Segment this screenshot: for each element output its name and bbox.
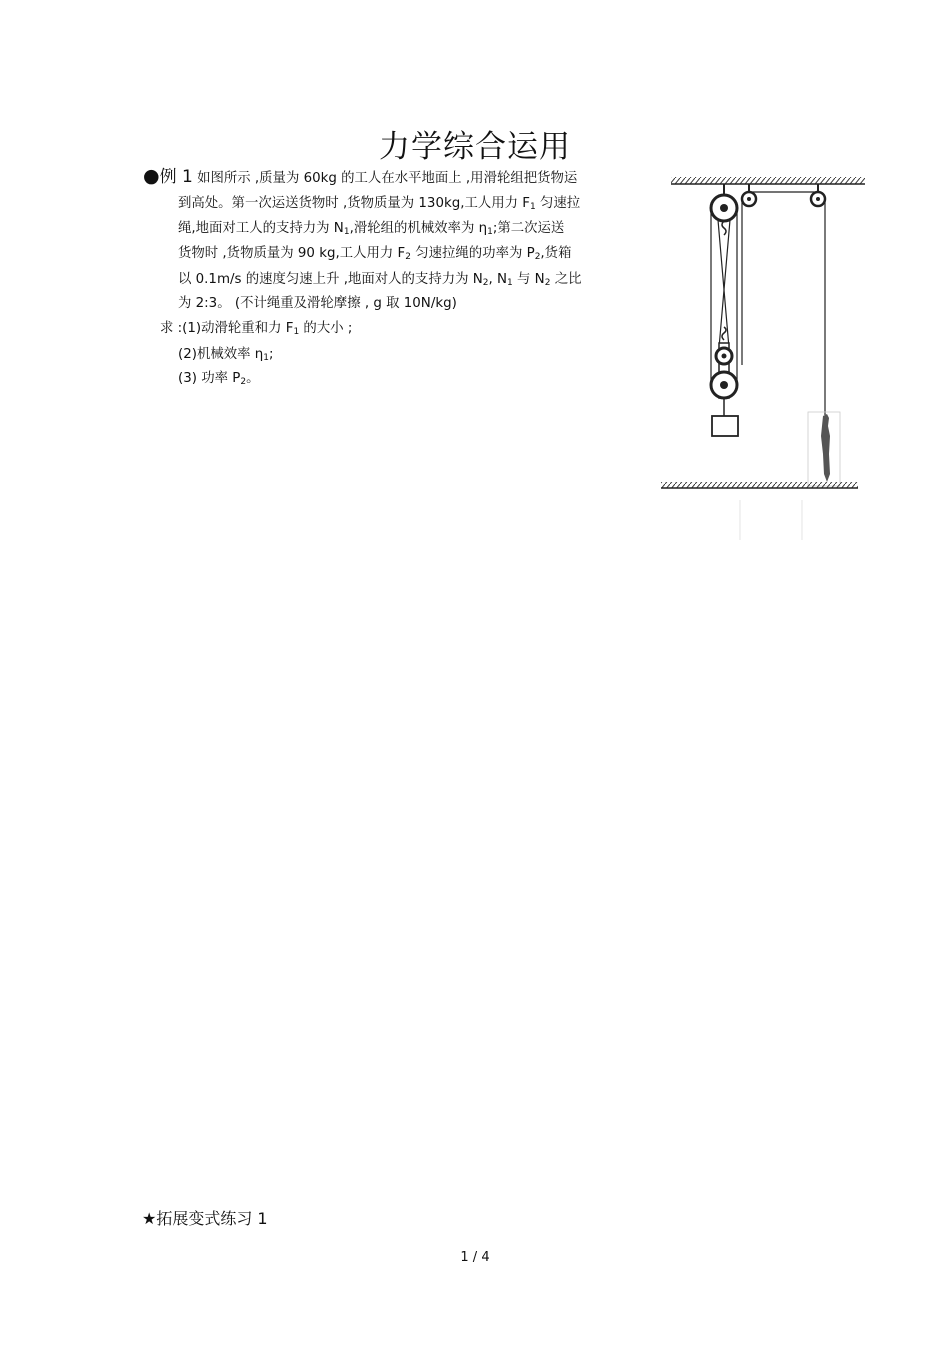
page-number: 1 / 4 xyxy=(460,1250,490,1265)
problem-line-3: 绳,地面对工人的支持力为 $N_1$,滑轮组的机械效率为 $\eta_1$;第二次运送 xyxy=(178,221,565,237)
ceiling-hatch xyxy=(671,177,865,184)
pulley-diagram xyxy=(655,160,870,545)
question-2: (2)机械效率 $\eta_1$; xyxy=(178,347,274,363)
cargo-box xyxy=(712,416,738,436)
problem-line-2: 到高处。第一次运送货物时 ,货物质量为 130kg,工人用力 $F_1$ 匀速拉 xyxy=(178,196,581,212)
problem-line-5: 以 0.1m/s 的速度匀速上升 ,地面对人的支持力为 $N_2$, $N_1$ 与 $N_2$ 之比 xyxy=(178,272,582,288)
example-label: 例 1 xyxy=(159,167,193,187)
worker-figure xyxy=(821,414,830,482)
problem-text: 如图所示 ,质量为 60kg 的工人在水平地面上 ,用滑轮组把货物运 xyxy=(197,171,578,186)
question-ask: 求 :(1)动滑轮重和力 $F_1$ 的大小 ; xyxy=(160,321,353,337)
problem-line-1 xyxy=(143,162,577,187)
bullet: ● xyxy=(143,165,160,187)
question-3: (3) 功率 $P_2$。 xyxy=(178,371,260,387)
floor-hatch xyxy=(661,482,858,488)
section-heading: ★拓展变式练习 1 xyxy=(142,1209,268,1228)
problem-line-6: 为 2:3。 (不计绳重及滑轮摩擦 , g 取 10N/kg) xyxy=(178,296,457,311)
page-title: 力学综合运用 xyxy=(379,129,571,165)
problem-line-4: 货物时 ,货物质量为 90 kg,工人用力 $F_2$ 匀速拉绳的功率为 $P_2$,货箱 xyxy=(178,246,572,262)
pulley-system-figure xyxy=(655,160,870,545)
